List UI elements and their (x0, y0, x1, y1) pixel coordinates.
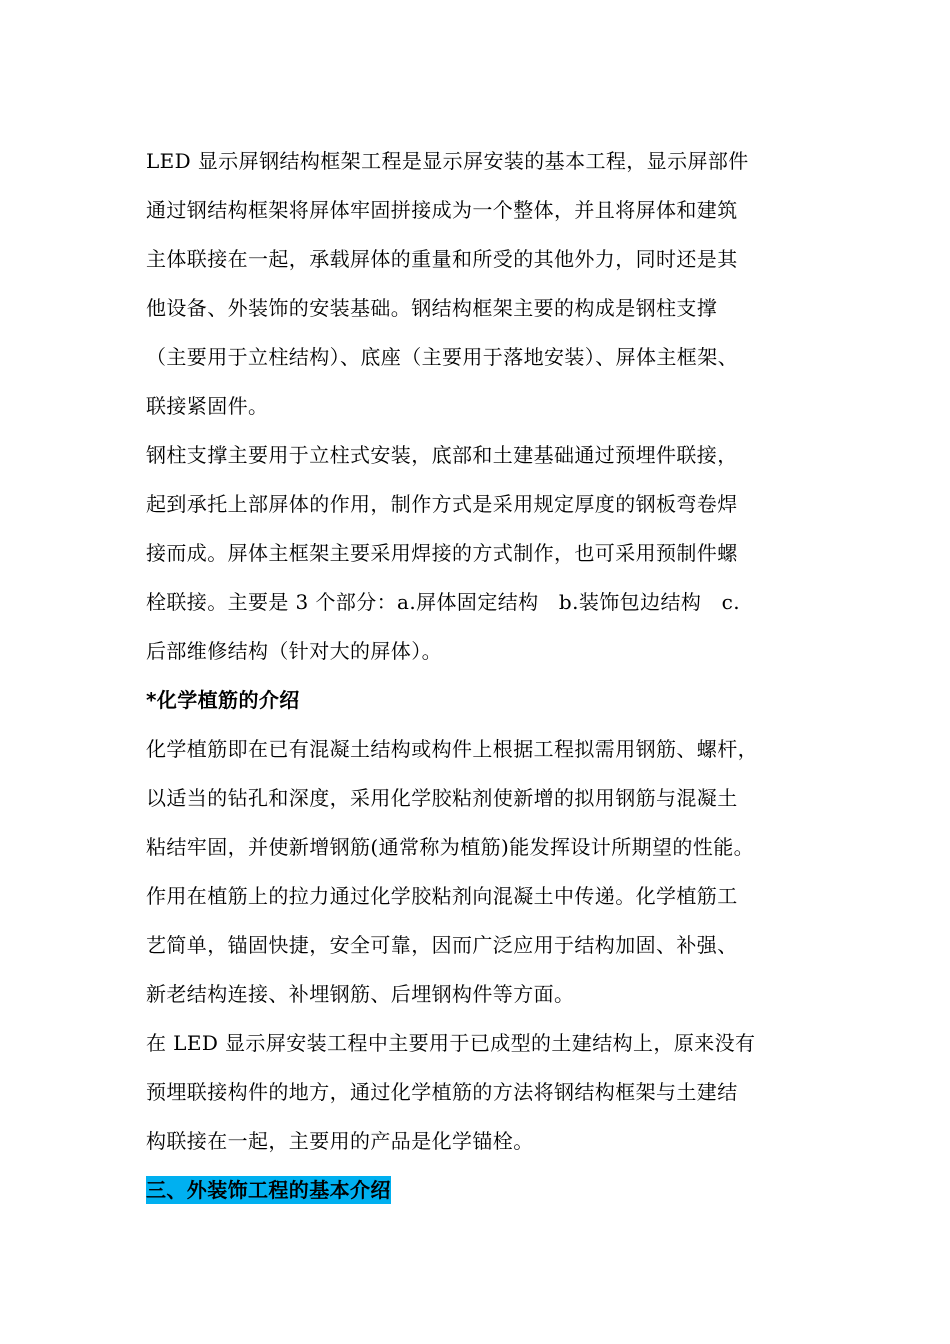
text-line: 起到承托上部屏体的作用，制作方式是采用规定厚度的钢板弯卷焊 (146, 492, 738, 516)
paragraph-steel-column-support (146, 431, 811, 676)
text-line: 在 LED 显示屏安装工程中主要用于已成型的土建结构上，原来没有 (146, 1031, 756, 1055)
document-body (146, 137, 811, 1215)
text-line: 化学植筋即在已有混凝土结构或构件上根据工程拟需用钢筋、螺杆， (146, 737, 758, 761)
text-line: 构联接在一起，主要用的产品是化学锚栓。 (146, 1129, 534, 1153)
text-line: 联接紧固件。 (146, 394, 269, 418)
paragraph-chemical-anchoring-definition (146, 725, 811, 1019)
text-line: 预埋联接构件的地方，通过化学植筋的方法将钢结构框架与土建结 (146, 1080, 738, 1104)
text-line: 粘结牢固，并使新增钢筋(通常称为植筋)能发挥设计所期望的性能。 (146, 835, 755, 859)
paragraph-steel-frame-intro (146, 137, 811, 431)
highlighted-heading-text: 三、外装饰工程的基本介绍 (146, 1178, 391, 1202)
text-line: 通过钢结构框架将屏体牢固拼接成为一个整体，并且将屏体和建筑 (146, 198, 738, 222)
text-line: 后部维修结构（针对大的屏体）。 (146, 639, 442, 663)
paragraph-chemical-anchoring-usage (146, 1019, 811, 1166)
text-line: 栓联接。主要是 3 个部分：a.屏体固定结构 b.装饰包边结构 c. (146, 590, 741, 614)
text-line: 他设备、外装饰的安装基础。钢结构框架主要的构成是钢柱支撑 (146, 296, 718, 320)
text-line: 接而成。屏体主框架主要采用焊接的方式制作，也可采用预制件螺 (146, 541, 738, 565)
text-line: 以适当的钻孔和深度，采用化学胶粘剂使新增的拟用钢筋与混凝土 (146, 786, 738, 810)
text-line: LED 显示屏钢结构框架工程是显示屏安装的基本工程，显示屏部件 (146, 149, 749, 173)
section-heading-exterior-decoration (146, 1166, 811, 1215)
text-line: 钢柱支撑主要用于立柱式安装，底部和土建基础通过预埋件联接， (146, 443, 738, 467)
section-heading-chemical-anchoring: *化学植筋的介绍 (146, 688, 300, 712)
text-line: 艺简单，锚固快捷，安全可靠，因而广泛应用于结构加固、补强、 (146, 933, 738, 957)
text-line: 作用在植筋上的拉力通过化学胶粘剂向混凝土中传递。化学植筋工 (146, 884, 738, 908)
text-line: 主体联接在一起，承载屏体的重量和所受的其他外力，同时还是其 (146, 247, 738, 271)
text-line: （主要用于立柱结构）、底座（主要用于落地安装）、屏体主框架、 (146, 345, 738, 369)
text-line: 新老结构连接、补埋钢筋、后埋钢构件等方面。 (146, 982, 575, 1006)
